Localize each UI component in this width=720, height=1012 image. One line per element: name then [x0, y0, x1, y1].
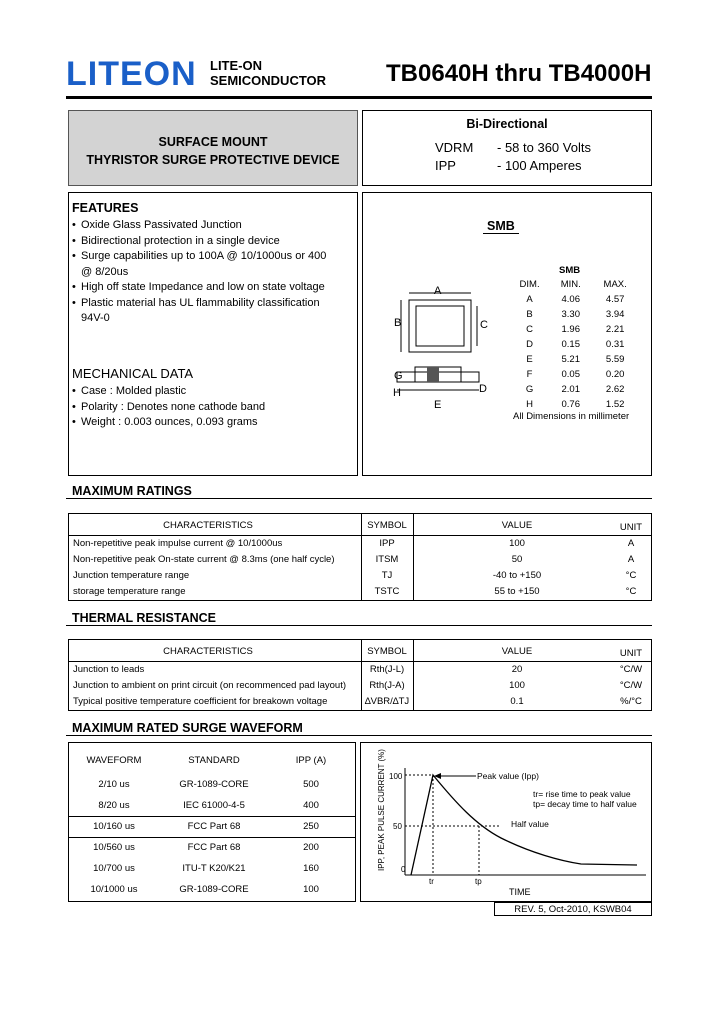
column-header: CHARACTERISTICS [163, 646, 253, 657]
table-cell: GR-1089-CORE [179, 779, 249, 790]
waveform-y50: 50 [393, 822, 402, 831]
table-cell: 400 [303, 800, 319, 811]
table-cell: 100 [303, 884, 319, 895]
dimension-cell: D [526, 339, 534, 350]
table-cell: 500 [303, 779, 319, 790]
table-cell: %/°C [620, 696, 642, 707]
mechanical-list [69, 384, 349, 431]
column-header: VALUE [501, 646, 533, 657]
table-cell: Junction to leads [73, 664, 145, 675]
surge-heading: MAXIMUM RATED SURGE WAVEFORM [66, 721, 652, 736]
table-header-row [509, 277, 639, 292]
dimension-cell: B [526, 309, 533, 320]
waveform-xlabel: TIME [509, 887, 531, 897]
column-header: MAX. [603, 279, 627, 290]
thermal-heading: THERMAL RESISTANCE [66, 611, 652, 626]
dimension-cell: F [526, 369, 533, 380]
table-cell: A [627, 538, 635, 549]
revision-box [494, 902, 652, 916]
features-box [68, 192, 358, 476]
table-cell: Typical positive temperature coefficient for breakown voltage [73, 696, 328, 707]
table-cell: 100 [509, 680, 525, 691]
table-cell: 250 [303, 821, 319, 832]
dimension-cell: 2.62 [605, 384, 625, 395]
dimension-table [509, 277, 639, 412]
table-cell: 2/10 us [98, 779, 130, 790]
feature-text: Plastic material has UL flammability classification [81, 296, 320, 309]
dim-label-e: E [434, 399, 442, 411]
thermal-table [68, 639, 652, 711]
table-cell: A [627, 554, 635, 565]
column-header: STANDARD [188, 755, 240, 766]
table-cell: °C [625, 570, 637, 581]
dimension-row [509, 397, 639, 412]
table-cell: °C [625, 586, 637, 597]
column-header: VALUE [501, 520, 533, 531]
column-header: DIM. [519, 279, 540, 290]
table-cell: IEC 61000-4-5 [183, 800, 245, 811]
document-title: TB0640H thru TB4000H [386, 60, 652, 87]
table-cell: GR-1089-CORE [179, 884, 249, 895]
row-divider [69, 837, 355, 838]
header-divider [69, 535, 651, 536]
table-cell: Junction temperature range [73, 570, 190, 581]
dimension-cell: 2.01 [561, 384, 580, 395]
vdrm-label: VDRM [435, 140, 474, 155]
column-header: UNIT [619, 522, 643, 533]
table-cell: FCC Part 68 [187, 821, 241, 832]
dim-label-d: D [479, 383, 487, 395]
waveform-peak-label: Peak value (Ipp) [477, 771, 539, 781]
dimension-cell: 0.76 [561, 399, 580, 410]
ipp-label: IPP [435, 158, 456, 173]
dimension-row [509, 322, 639, 337]
feature-text: @ 8/20us [81, 265, 129, 278]
dim-label-c: C [480, 319, 488, 331]
table-cell: 8/20 us [98, 800, 130, 811]
dimension-cell: 2.21 [605, 324, 625, 335]
revision-text: REV. 5, Oct-2010, KSWB04 [514, 904, 632, 915]
feature-text: Surge capabilities up to 100A @ 10/1000us or 400 [81, 250, 327, 262]
table-cell: -40 to +150 [492, 570, 542, 581]
package-name: SMB [483, 219, 519, 234]
mechanical-item: • Case : Molded plastic [69, 384, 349, 400]
table-cell: 100 [509, 538, 525, 549]
product-line2: THYRISTOR SURGE PROTECTIVE DEVICE [86, 153, 340, 167]
column-header: SYMBOL [367, 646, 407, 657]
dimension-cell: 0.31 [605, 339, 625, 350]
table-cell: TSTC [374, 586, 400, 597]
features-list [69, 218, 349, 327]
table-cell: Rth(J-L) [369, 664, 405, 675]
dimension-cell: 3.94 [605, 309, 625, 320]
table-cell: 160 [303, 863, 319, 874]
waveform-ylabel: IPP, PEAK PULSE CURRENT (%) [377, 749, 386, 871]
column-header: CHARACTERISTICS [163, 520, 253, 531]
dim-label-g: G [394, 370, 403, 382]
table-cell: 10/160 us [93, 821, 135, 832]
dim-label-a: A [434, 285, 442, 297]
waveform-chart-box [360, 742, 652, 902]
dim-table-title: SMB [559, 265, 581, 276]
header-divider [69, 661, 651, 662]
row-divider [69, 816, 355, 817]
brand-line2: SEMICONDUCTOR [210, 73, 327, 88]
waveform-plot [361, 743, 651, 901]
table-cell: storage temperature range [73, 586, 186, 597]
dimension-row [509, 382, 639, 397]
brand-line1: LITE-ON [210, 58, 262, 73]
dimension-row [509, 367, 639, 382]
dimension-cell: 5.59 [605, 354, 625, 365]
mechanical-heading: MECHANICAL DATA [72, 366, 194, 381]
mechanical-item: • Polarity : Denotes none cathode band [69, 400, 349, 416]
features-heading: FEATURES [72, 201, 139, 215]
column-header: MIN. [560, 279, 581, 290]
dimension-row [509, 337, 639, 352]
max-ratings-table [68, 513, 652, 601]
table-cell: 55 to +150 [494, 586, 540, 597]
dim-label-h: H [393, 387, 401, 399]
table-cell: IPP [379, 538, 395, 549]
waveform-y100: 100 [389, 772, 403, 781]
waveform-tr-definition: tr= rise time to peak value [533, 789, 631, 799]
dimension-cell: 5.21 [561, 354, 580, 365]
dimension-cell: 1.52 [605, 399, 625, 410]
dimension-cell: 4.57 [605, 294, 625, 305]
product-line1: SURFACE MOUNT [158, 135, 268, 149]
table-cell: 200 [303, 842, 319, 853]
dimension-cell: C [526, 324, 534, 335]
waveform-tr-mark: tr [429, 877, 434, 886]
column-header: IPP (A) [295, 755, 327, 766]
table-cell: Non-repetitive peak On-state current @ 8.3ms (one half cycle) [73, 554, 335, 565]
feature-item [69, 296, 349, 327]
table-cell: FCC Part 68 [187, 842, 241, 853]
feature-item: • Bidirectional protection in a single device [69, 234, 349, 250]
dimension-cell: G [525, 384, 534, 395]
dimension-cell: 0.20 [605, 369, 625, 380]
header-divider [66, 96, 652, 99]
dimension-row [509, 307, 639, 322]
ipp-value: - 100 Amperes [497, 158, 582, 173]
dimension-row [509, 352, 639, 367]
dimension-cell: E [526, 354, 533, 365]
table-cell: Non-repetitive peak impulse current @ 10/1000us [73, 538, 283, 549]
waveform-y0: 0 [401, 865, 406, 874]
brand-name [210, 58, 326, 88]
table-cell: 10/700 us [93, 863, 135, 874]
table-cell: °C/W [619, 680, 643, 691]
waveform-half-label: Half value [511, 819, 549, 829]
table-cell: ITU-T K20/K21 [182, 863, 246, 874]
feature-item: • Oxide Glass Passivated Junction [69, 218, 349, 234]
dimension-cell: H [526, 399, 534, 410]
dimension-cell: 0.05 [561, 369, 580, 380]
package-box [362, 192, 652, 476]
table-cell: 10/1000 us [90, 884, 138, 895]
table-cell: 10/560 us [93, 842, 135, 853]
dimension-cell: 3.30 [561, 309, 580, 320]
table-cell: 0.1 [510, 696, 524, 707]
table-cell: 20 [511, 664, 523, 675]
dimension-row [509, 292, 639, 307]
column-header: SYMBOL [367, 520, 407, 531]
table-cell: TJ [381, 570, 393, 581]
spec-box [362, 110, 652, 186]
dimension-note: All Dimensions in millimeter [513, 411, 630, 422]
feature-item: • High off state Impedance and low on state voltage [69, 280, 349, 296]
liteon-logo: LITEON [66, 55, 197, 93]
dim-label-b: B [394, 317, 402, 329]
column-header: UNIT [619, 648, 643, 659]
table-cell: Junction to ambient on print circuit (on recommenced pad layout) [73, 680, 346, 691]
feature-item [69, 249, 349, 280]
column-header: WAVEFORM [86, 755, 142, 766]
spec-heading: Bi-Directional [466, 117, 548, 131]
feature-text: 94V-0 [81, 312, 110, 324]
surge-table [68, 742, 356, 902]
table-cell: Rth(J-A) [369, 680, 405, 691]
waveform-tp-mark: tp [475, 877, 482, 886]
dimension-cell: 0.15 [561, 339, 580, 350]
max-ratings-heading: MAXIMUM RATINGS [66, 484, 652, 499]
product-title-box [68, 110, 358, 186]
table-cell: °C/W [619, 664, 643, 675]
table-cell: ∆VBR/∆TJ [364, 696, 410, 707]
dimension-cell: A [526, 294, 533, 305]
mechanical-item: • Weight : 0.003 ounces, 0.093 grams [69, 415, 349, 431]
table-cell: 50 [511, 554, 523, 565]
table-cell: ITSM [375, 554, 399, 565]
dimension-cell: 4.06 [561, 294, 580, 305]
waveform-tp-definition: tp= decay time to half value [533, 799, 637, 809]
dimension-cell: 1.96 [561, 324, 580, 335]
vdrm-value: - 58 to 360 Volts [497, 140, 591, 155]
